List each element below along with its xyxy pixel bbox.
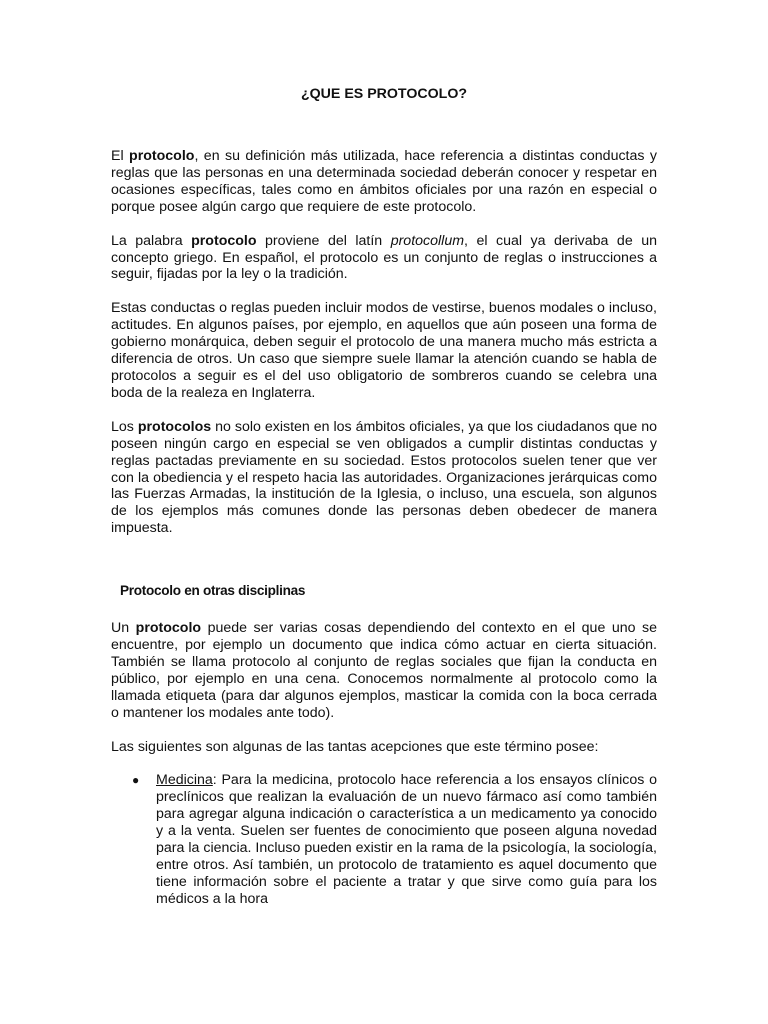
- paragraph: Los protocolos no solo existen en los ámbitos oficiales, ya que los ciudadanos que no poseen ningún cargo en especial se ven obligados a cumplir distintas conductas y reglas pactadas previamente en su sociedad. Estos protocolos suelen tener que ver con la obediencia y el respeto hacia las autoridades. Organizaciones jerárquicas como las Fuerzas Armadas, la institución de la Iglesia, o incluso, una escuela, son algunos de los ejemplos más comunes donde las personas deben obedecer de manera impuesta.: [111, 418, 657, 537]
- paragraph: Las siguientes son algunas de las tantas acepciones que este término posee:: [111, 738, 599, 755]
- italic-term: protocollum: [390, 232, 465, 249]
- intro-paragraphs: [111, 148, 657, 537]
- list-term: Medicina: [156, 772, 213, 789]
- bold-term: protocolo: [135, 620, 202, 637]
- section-paragraphs: [111, 620, 657, 755]
- page-title: ¿QUE ES PROTOCOLO?: [300, 86, 468, 102]
- paragraph: La palabra protocolo proviene del latín protocollum, el cual ya derivaba de un concepto griego. En español, el protocolo es un conjunto de reglas o instrucciones a seguir, fijadas por la ley o la tradición.: [111, 232, 657, 283]
- list-item: [132, 772, 657, 907]
- paragraph: El protocolo, en su definición más utilizada, hace referencia a distintas conductas y reglas que las personas en una determinada sociedad deberán conocer y respetar en ocasiones específicas, tales como en ámbitos oficiales por una razón en especial o porque posee algún cargo que requiere de este protocolo.: [111, 148, 657, 215]
- bullet-icon: ●: [132, 773, 140, 788]
- section-heading: Protocolo en otras disciplinas: [120, 583, 306, 599]
- bold-term: protocolos: [137, 418, 212, 435]
- document-body: [111, 148, 657, 908]
- definitions-list: [111, 772, 657, 907]
- paragraph: Estas conductas o reglas pueden incluir modos de vestirse, buenos modales o incluso, actitudes. En algunos países, por ejemplo, en aquellos que aún poseen una forma de gobierno monárquica, deben seguir el protocolo de una manera mucho más estricta a diferencia de otros. Un caso que siempre suele llamar la atención cuando se habla de protocolos a seguir es el del uso obligatorio de sombreros cuando se celebra una boda de la realeza en Inglaterra.: [111, 300, 657, 401]
- bold-term: protocolo: [129, 148, 195, 164]
- bold-term: protocolo: [191, 232, 257, 249]
- paragraph: Un protocolo puede ser varias cosas dependiendo del contexto en el que uno se encuentre, por ejemplo un documento que indica cómo actuar en cierta situación. También se llama protocolo al conjunto de reglas sociales que fijan la conducta en público, por ejemplo en una cena. Conocemos normalmente al protocolo como la llamada etiqueta (para dar algunos ejemplos, masticar la comida con la boca cerrada o mantener los modales ante todo).: [111, 620, 658, 721]
- list-text: : Para la medicina, protocolo hace referencia a los ensayos clínicos o preclínicos que realizan la evaluación de un nuevo fármaco así como también para agregar alguna indicación o característica a un medicamento ya conocido y a la venta. Suelen ser fuentes de conocimiento que poseen alguna novedad para la ciencia. Incluso pueden existir en la rama de la psicología, la sociología, entre otros. Así también, un protocolo de tratamiento es aquel documento que tiene información sobre el paciente a tratar y que sirve como guía para los médicos a la hora: [156, 772, 657, 907]
